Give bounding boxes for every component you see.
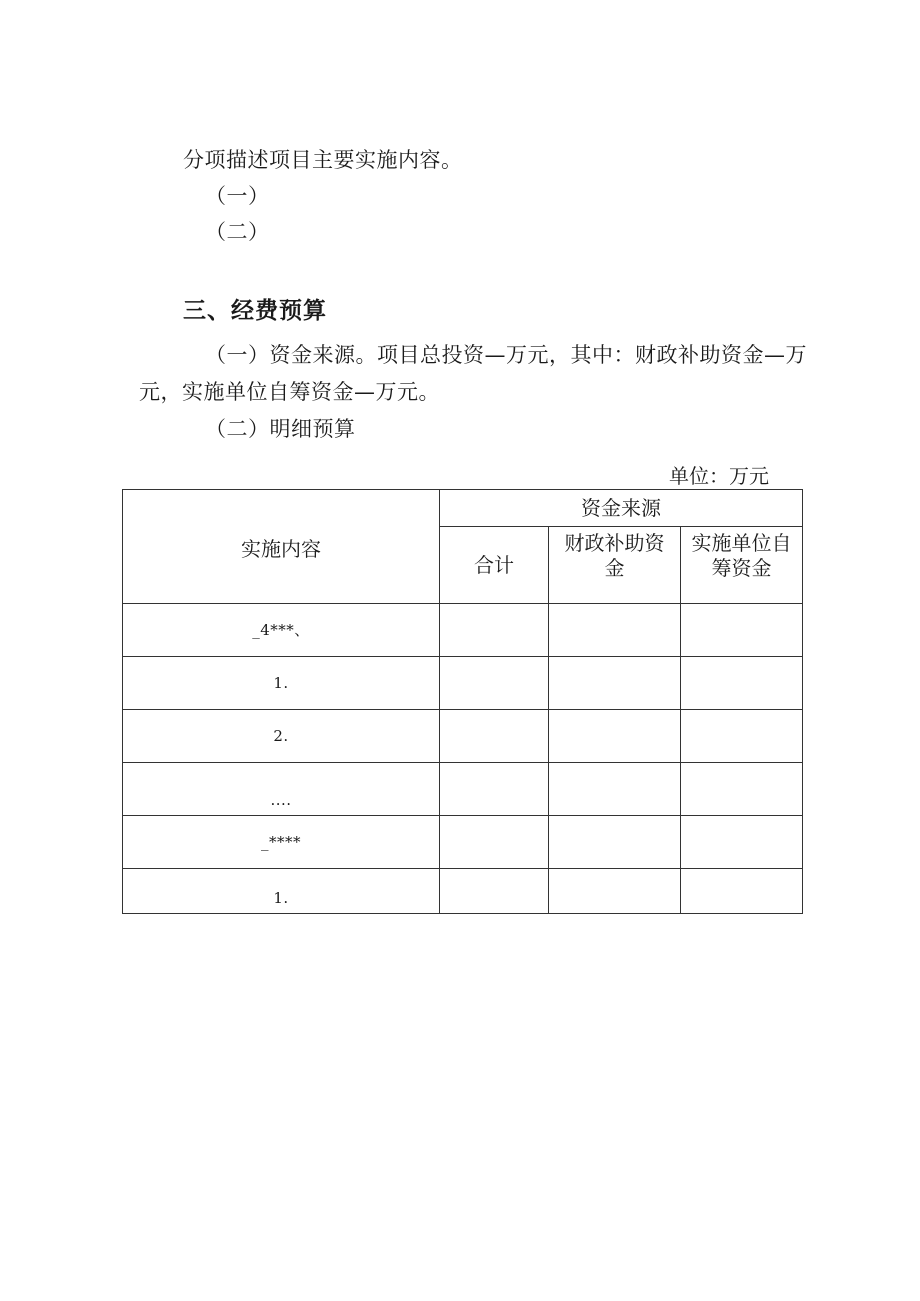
detail-budget-label: （二）明细预算 [205, 417, 356, 441]
unit-label: 单位：万元 [669, 464, 769, 488]
table-row [123, 869, 803, 914]
header-fiscal-subsidy: 财政补助资金 [549, 527, 681, 604]
header-funding-source: 资金来源 [440, 490, 803, 527]
cell-fiscal [549, 869, 681, 914]
cell-self [681, 604, 803, 657]
cell-total [440, 657, 549, 710]
implementation-intro: 分项描述项目主要实施内容。 [183, 148, 463, 172]
row-label: _**** [123, 816, 440, 869]
cell-total [440, 763, 549, 816]
row-label: .... [123, 763, 440, 816]
row-label: _4***、 [123, 604, 440, 657]
cell-total [440, 710, 549, 763]
header-content: 实施内容 [123, 490, 440, 604]
implementation-item-2: （二） [205, 220, 270, 244]
header-total: 合计 [440, 527, 549, 604]
cell-fiscal [549, 816, 681, 869]
table-row [123, 763, 803, 816]
cell-self [681, 657, 803, 710]
cell-self [681, 710, 803, 763]
table-row [123, 710, 803, 763]
funding-source-line-1: （一）资金来源。项目总投资—万元，其中：财政补助资金—万 [205, 343, 807, 367]
cell-total [440, 604, 549, 657]
cell-total [440, 816, 549, 869]
row-label: 2. [123, 710, 440, 763]
cell-fiscal [549, 604, 681, 657]
budget-table [122, 489, 803, 914]
table-row [123, 604, 803, 657]
implementation-item-1: （一） [205, 184, 270, 208]
table-row [123, 657, 803, 710]
table-row [123, 816, 803, 869]
funding-source-line-2: 元，实施单位自筹资金—万元。 [139, 380, 440, 404]
row-label: 1. [123, 657, 440, 710]
cell-self [681, 816, 803, 869]
cell-fiscal [549, 657, 681, 710]
cell-self [681, 869, 803, 914]
cell-fiscal [549, 763, 681, 816]
cell-fiscal [549, 710, 681, 763]
header-self-raised: 实施单位自筹资金 [681, 527, 803, 604]
cell-total [440, 869, 549, 914]
section-heading-budget: 三、经费预算 [183, 298, 327, 324]
row-label: 1. [123, 869, 440, 914]
cell-self [681, 763, 803, 816]
